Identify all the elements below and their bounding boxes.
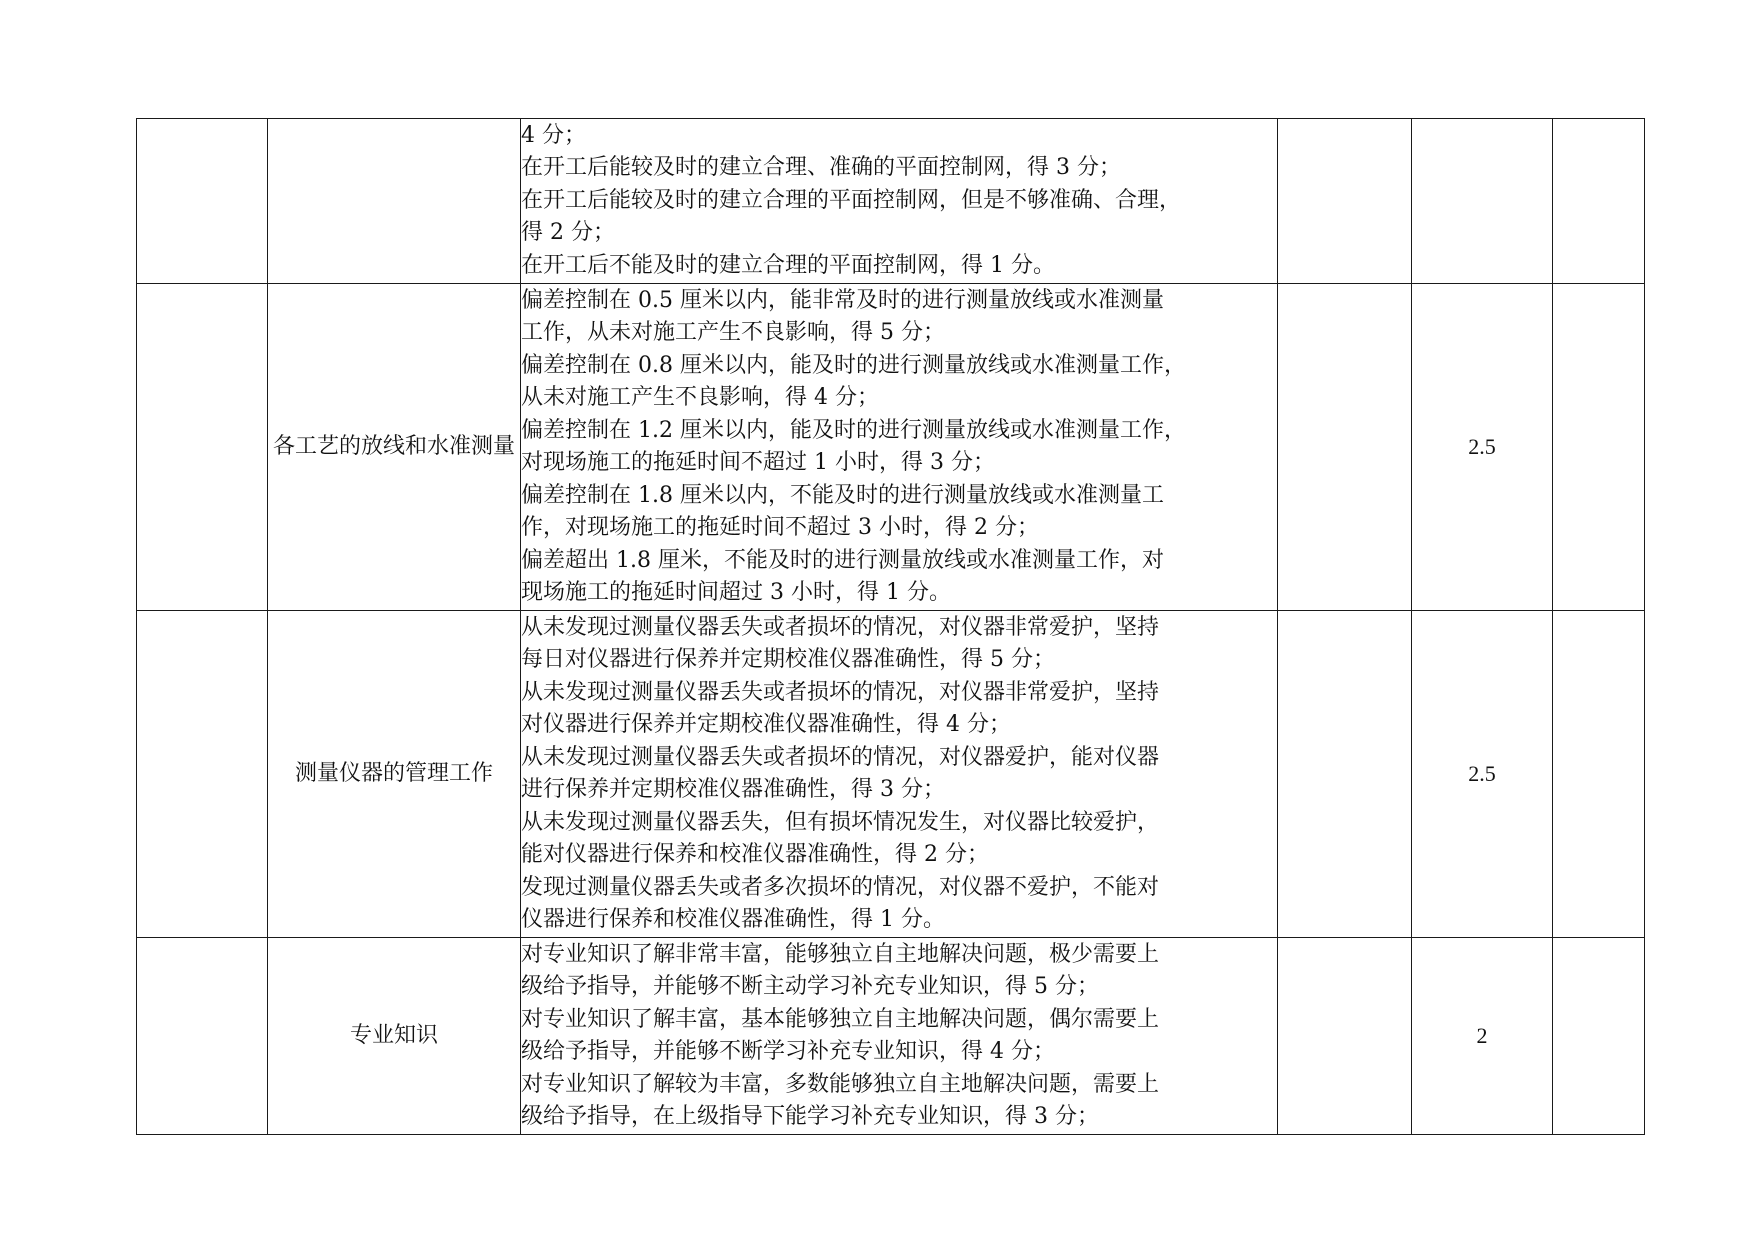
criteria-line: 发现过测量仪器丢失或者多次损坏的情况，对仪器不爱护，不能对 <box>521 874 1160 900</box>
criteria-cell <box>521 611 1278 938</box>
criteria-line: 偏差控制在 1.8 厘米以内，不能及时的进行测量放线或水准测量工 <box>521 482 1164 508</box>
assessment-item-cell: 专业知识 <box>268 938 521 1135</box>
criteria-line: 级给予指导，并能够不断学习补充专业知识，得 4 分； <box>521 1039 1055 1064</box>
criteria-line: 从未发现过测量仪器丢失，但有损坏情况发生，对仪器比较爱护， <box>521 809 1160 835</box>
score-cell <box>1553 611 1645 938</box>
criteria-line: 对专业知识了解非常丰富，能够独立自主地解决问题，极少需要上 <box>521 941 1160 967</box>
criteria-line: 对仪器进行保养并定期校准仪器准确性，得 4 分； <box>521 712 1011 737</box>
criteria-line: 进行保养并定期校准仪器准确性，得 3 分； <box>521 777 945 802</box>
assessment-item-cell: 各工艺的放线和水准测量 <box>268 284 521 611</box>
blank-cell <box>1278 119 1412 284</box>
criteria-line: 4 分； <box>521 122 586 148</box>
table-row <box>137 284 1645 611</box>
criteria-line: 对现场施工的拖延时间不超过 1 小时，得 3 分； <box>521 450 995 475</box>
criteria-line: 对专业知识了解丰富，基本能够独立自主地解决问题，偶尔需要上 <box>521 1006 1160 1032</box>
criteria-cell <box>521 119 1278 284</box>
table-row <box>137 938 1645 1135</box>
criteria-line: 能对仪器进行保养和校准仪器准确性，得 2 分； <box>521 842 989 867</box>
table-row <box>137 119 1645 284</box>
criteria-line: 偏差控制在 0.8 厘米以内，能及时的进行测量放线或水准测量工作， <box>521 352 1186 378</box>
criteria-line: 偏差控制在 0.5 厘米以内，能非常及时的进行测量放线或水准测量 <box>521 287 1164 313</box>
scoring-table-body <box>137 119 1645 1135</box>
weight-cell: 2 <box>1412 938 1553 1135</box>
criteria-line: 从未发现过测量仪器丢失或者损坏的情况，对仪器爱护，能对仪器 <box>521 744 1160 770</box>
criteria-line: 得 2 分； <box>521 220 615 246</box>
criteria-line: 在开工后能较及时的建立合理的平面控制网，但是不够准确、合理， <box>521 187 1182 213</box>
criteria-line: 对专业知识了解较为丰富，多数能够独立自主地解决问题，需要上 <box>521 1071 1160 1097</box>
table-row <box>137 611 1645 938</box>
criteria-line: 从未对施工产生不良影响，得 4 分； <box>521 385 879 410</box>
blank-cell <box>1278 284 1412 611</box>
category-cell <box>137 611 268 938</box>
score-cell <box>1553 938 1645 1135</box>
criteria-cell <box>521 938 1278 1135</box>
criteria-line: 在开工后能较及时的建立合理、准确的平面控制网，得 3 分； <box>521 155 1121 181</box>
assessment-item-cell: 测量仪器的管理工作 <box>268 611 521 938</box>
criteria-line: 作，对现场施工的拖延时间不超过 3 小时，得 2 分； <box>521 515 1039 540</box>
blank-cell <box>1278 938 1412 1135</box>
weight-cell: 2.5 <box>1412 611 1553 938</box>
criteria-line: 从未发现过测量仪器丢失或者损坏的情况，对仪器非常爱护，坚持 <box>521 614 1160 640</box>
weight-cell <box>1412 119 1553 284</box>
score-cell <box>1553 284 1645 611</box>
criteria-line: 从未发现过测量仪器丢失或者损坏的情况，对仪器非常爱护，坚持 <box>521 679 1160 705</box>
category-cell <box>137 284 268 611</box>
criteria-line: 级给予指导，在上级指导下能学习补充专业知识，得 3 分； <box>521 1104 1099 1129</box>
criteria-line: 现场施工的拖延时间超过 3 小时，得 1 分。 <box>521 580 951 605</box>
criteria-line: 工作，从未对施工产生不良影响，得 5 分； <box>521 320 945 345</box>
category-cell <box>137 119 268 284</box>
criteria-line: 偏差超出 1.8 厘米，不能及时的进行测量放线或水准测量工作，对 <box>521 547 1164 573</box>
criteria-line: 级给予指导，并能够不断主动学习补充专业知识，得 5 分； <box>521 974 1099 999</box>
category-cell <box>137 938 268 1135</box>
assessment-item-cell <box>268 119 521 284</box>
criteria-cell <box>521 284 1278 611</box>
weight-cell: 2.5 <box>1412 284 1553 611</box>
criteria-line: 偏差控制在 1.2 厘米以内，能及时的进行测量放线或水准测量工作， <box>521 417 1186 443</box>
scoring-table <box>136 118 1645 1135</box>
criteria-line: 仪器进行保养和校准仪器准确性，得 1 分。 <box>521 907 945 932</box>
criteria-line: 在开工后不能及时的建立合理的平面控制网，得 1 分。 <box>521 252 1055 278</box>
criteria-line: 每日对仪器进行保养并定期校准仪器准确性，得 5 分； <box>521 647 1055 672</box>
score-cell <box>1553 119 1645 284</box>
blank-cell <box>1278 611 1412 938</box>
